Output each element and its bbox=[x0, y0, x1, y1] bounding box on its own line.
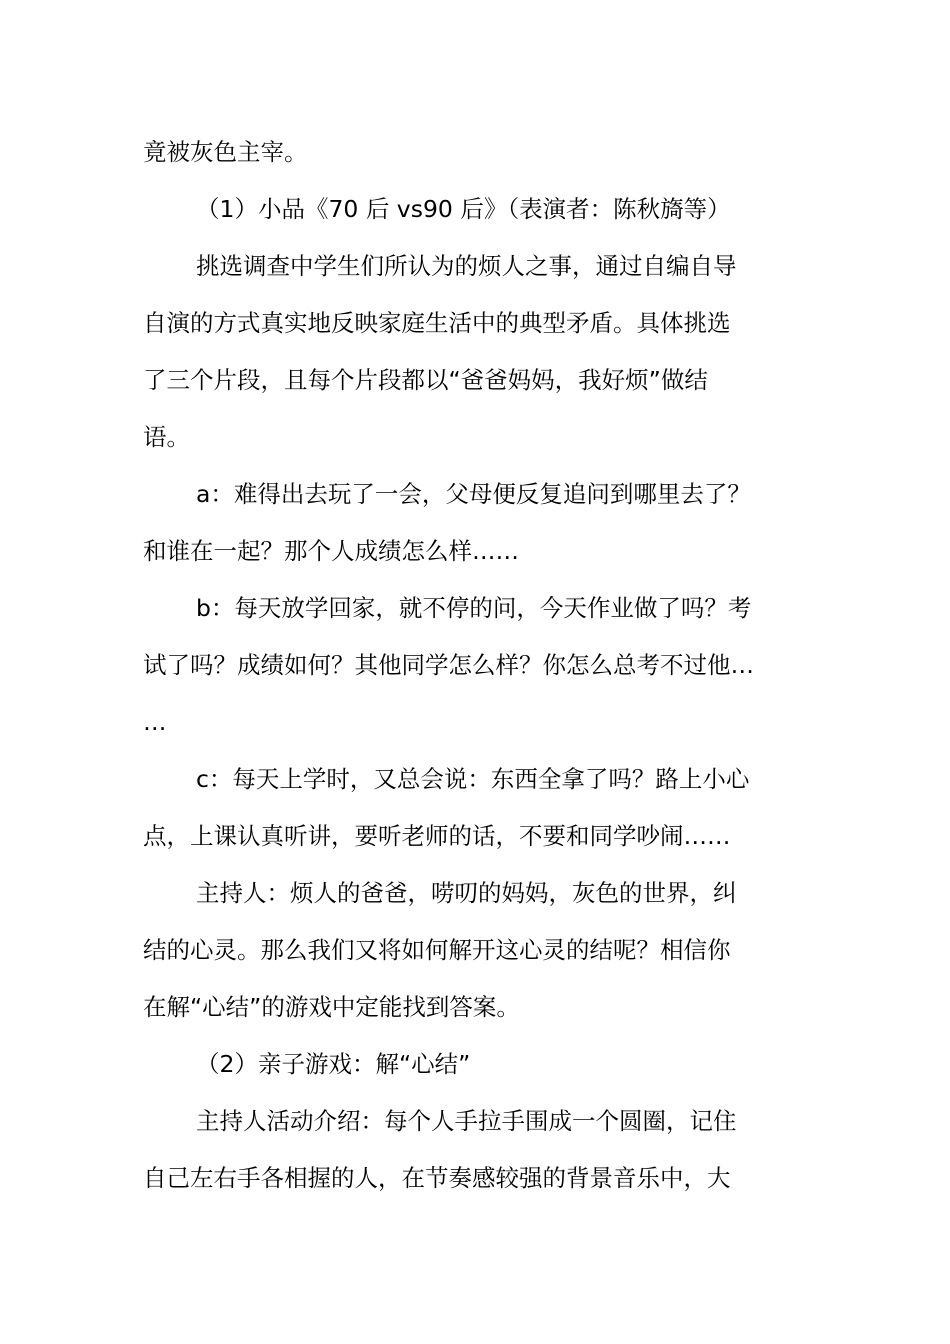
text-line: 主持人活动介绍：每个人手拉手围成一个圆圈，记住 bbox=[196, 1107, 737, 1135]
text-line: 挑选调查中学生们所认为的烦人之事，通过自编自导 bbox=[196, 252, 737, 280]
text-line: 结的心灵。那么我们又将如何解开这心灵的结呢？相信你 bbox=[143, 936, 731, 964]
text-line: 语。 bbox=[143, 423, 190, 451]
text-line: 自演的方式真实地反映家庭生活中的典型矛盾。具体挑选 bbox=[143, 309, 731, 337]
text-line: 了三个片段，且每个片段都以“爸爸妈妈，我好烦”做结 bbox=[143, 366, 708, 394]
text-line: b：每天放学回家，就不停的问，今天作业做了吗？考 bbox=[196, 594, 752, 622]
text-line: a：难得出去玩了一会，父母便反复追问到哪里去了？ bbox=[196, 480, 751, 508]
section-heading: （1）小品《70 后 vs90 后》（表演者：陈秋旖等） bbox=[196, 195, 731, 223]
section-heading: （2）亲子游戏：解“心结” bbox=[196, 1050, 471, 1078]
text-line: 和谁在一起？那个人成绩怎么样…… bbox=[143, 537, 519, 565]
text-line: 自己左右手各相握的人，在节奏感较强的背景音乐中，大 bbox=[143, 1164, 731, 1192]
text-line: 在解“心结”的游戏中定能找到答案。 bbox=[143, 993, 520, 1021]
text-line: c：每天上学时，又总会说：东西全拿了吗？路上小心 bbox=[196, 765, 750, 793]
text-line: 竟被灰色主宰。 bbox=[143, 138, 308, 166]
text-line: 点，上课认真听讲，要听老师的话，不要和同学吵闹…… bbox=[143, 822, 731, 850]
text-line: 试了吗？成绩如何？其他同学怎么样？你怎么总考不过他… bbox=[143, 651, 754, 679]
text-line: 主持人：烦人的爸爸，唠叨的妈妈，灰色的世界，纠 bbox=[196, 879, 737, 907]
text-line: … bbox=[143, 708, 167, 736]
